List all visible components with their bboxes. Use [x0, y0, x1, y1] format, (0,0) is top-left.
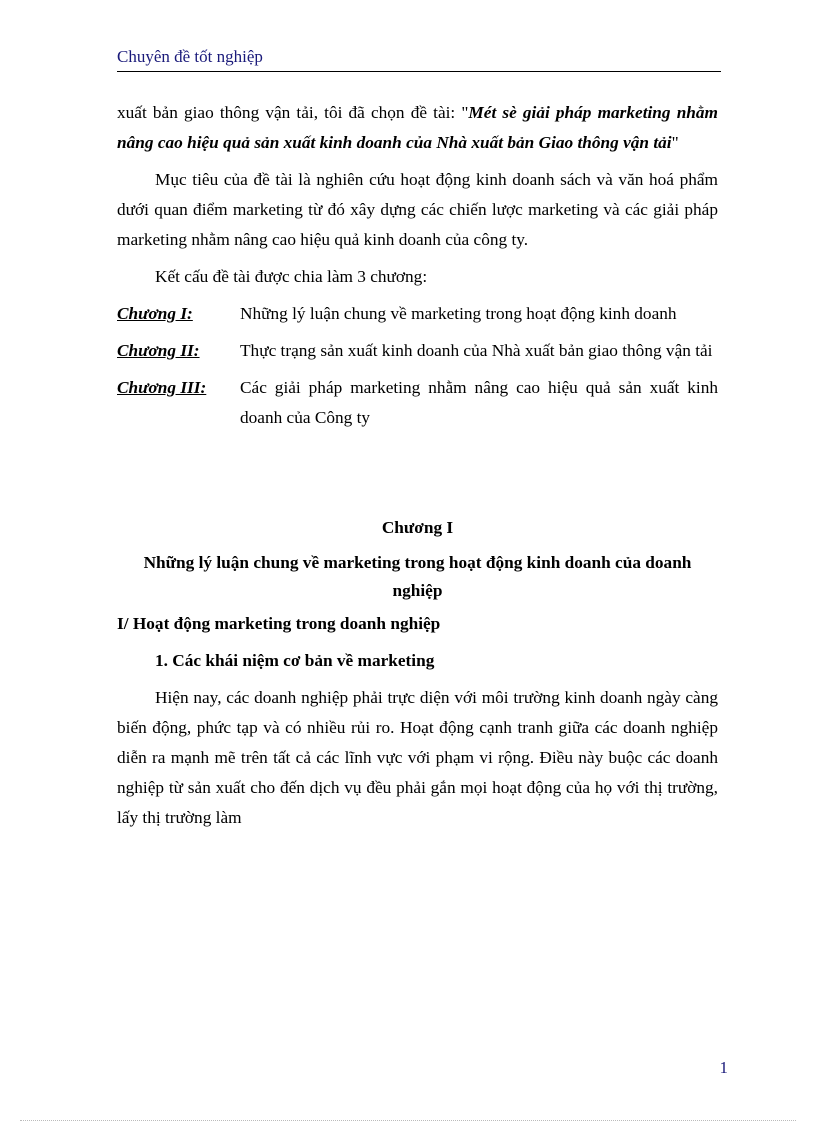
chapter-heading: Chương I: [381, 518, 454, 537]
chapter-description: Những lý luận chung về marketing trong hoạt động kinh doanh: [240, 304, 677, 323]
page-number: 1: [719, 1058, 728, 1077]
thesis-title: Mét sè giải pháp marketing nhằm nâng cao hiệu quả sản xuất kinh doanh của Nhà xuất bản Giao thông vận tải: [117, 103, 718, 152]
section-heading: I/ Hoạt động marketing trong doanh nghiệp: [117, 614, 441, 633]
chapter-description: Các giải pháp marketing nhằm nâng cao hiệu quả sản xuất kinh doanh của Công ty: [240, 378, 718, 427]
intro-paragraph: [117, 98, 718, 158]
structure-paragraph: Kết cấu đề tài được chia làm 3 chương:: [155, 267, 428, 286]
intro-prefix: xuất bản giao thông vận tải, tôi đã chọn đề tài: ": [117, 103, 469, 122]
header-title: Chuyên đề tốt nghiệp: [117, 47, 263, 66]
chapter-entry-3: [117, 373, 718, 433]
chapter-label: Chương I:: [117, 304, 193, 323]
subsection-heading: 1. Các khái niệm cơ bản về marketing: [155, 651, 435, 670]
page-bottom-divider: [20, 1120, 796, 1121]
body-paragraph: Hiện nay, các doanh nghiệp phải trực diện với môi trường kinh doanh ngày càng biến động, phức tạp và có nhiều rủi ro. Hoạt động cạnh tranh giữa các doanh nghiệp diễn ra mạnh mẽ trên tất cả các lĩnh vực với phạm vi rộng. Điều này buộc các doanh nghiệp từ sản xuất cho đến dịch vụ đều phải gắn mọi hoạt động của họ với thị trường, lấy thị trường làm: [117, 688, 718, 827]
chapter-description: Thực trạng sản xuất kinh doanh của Nhà xuất bản giao thông vận tải: [240, 341, 713, 360]
chapter-entry-1: [117, 299, 718, 329]
chapter-label: Chương II:: [117, 341, 200, 360]
document-body: [117, 98, 718, 833]
chapter-label: Chương III:: [117, 378, 207, 397]
page-header: [117, 47, 721, 72]
intro-suffix: ": [671, 133, 679, 152]
goal-paragraph: Mục tiêu của đề tài là nghiên cứu hoạt động kinh doanh sách và văn hoá phẩm dưới quan điểm marketing từ đó xây dựng các chiến lược marketing và các giải pháp marketing nhằm nâng cao hiệu quả kinh doanh của công ty.: [117, 170, 718, 249]
chapter-subtitle: Những lý luận chung về marketing trong hoạt động kinh doanh của doanh nghiệp: [143, 553, 692, 600]
chapter-entry-2: [117, 336, 718, 366]
